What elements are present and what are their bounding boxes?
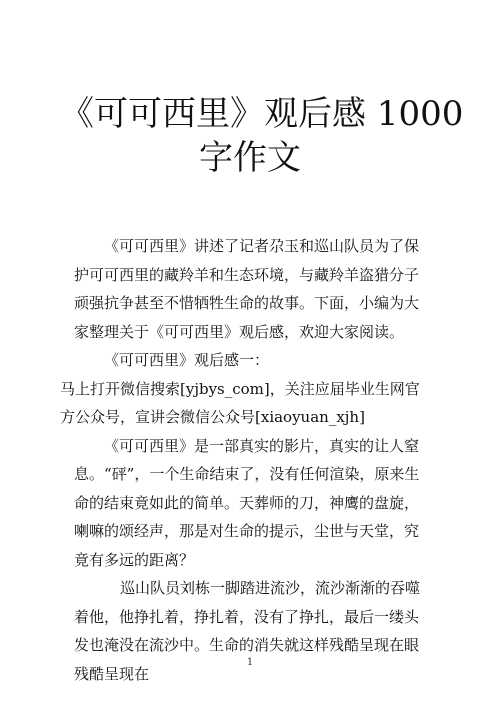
document-body — [60, 232, 429, 688]
paragraph-intro: 《可可西里》讲述了记者尕玉和巡山队员为了保护可可西里的藏羚羊和生态环境，与藏羚羊盗猎分子顽强抗争甚至不惜牺牲生命的故事。下面，小编为大家整理关于《可可西里》观后感，欢迎大家阅读。 — [74, 237, 420, 341]
page-number: 1 — [246, 657, 254, 668]
paragraph-body-2: 巡山队员刘栋一脚踏进流沙，流沙渐渐的吞噬着他，他挣扎着，挣扎着，没有了挣扎，最后一缕头发也淹没在流沙中。生命的消失就这样残酷呈现在眼残酷呈现在 — [74, 579, 421, 683]
title-line-2: 字作文 — [199, 138, 301, 178]
paragraph-heading: 《可可西里》观后感一： — [104, 351, 270, 369]
paragraph-wechat: 马上打开微信搜索[yjbys_com]，关注应届毕业生网官方公众号，宣讲会微信公众号[xiaoyuan_xjh] — [60, 379, 420, 426]
paragraph-body-1: 《可可西里》是一部真实的影片，真实的让人窒息。“砰”，一个生命结束了，没有任何渲染，原来生命的结束竟如此的简单。天葬师的刀，神鹰的盘旋，喇嘛的颂经声，那是对生命的提示，尘世与天堂，究竟有多远的距离？ — [74, 436, 420, 569]
title-line-1: 《可可西里》观后感 1000 — [60, 94, 464, 134]
document-title — [60, 92, 464, 180]
